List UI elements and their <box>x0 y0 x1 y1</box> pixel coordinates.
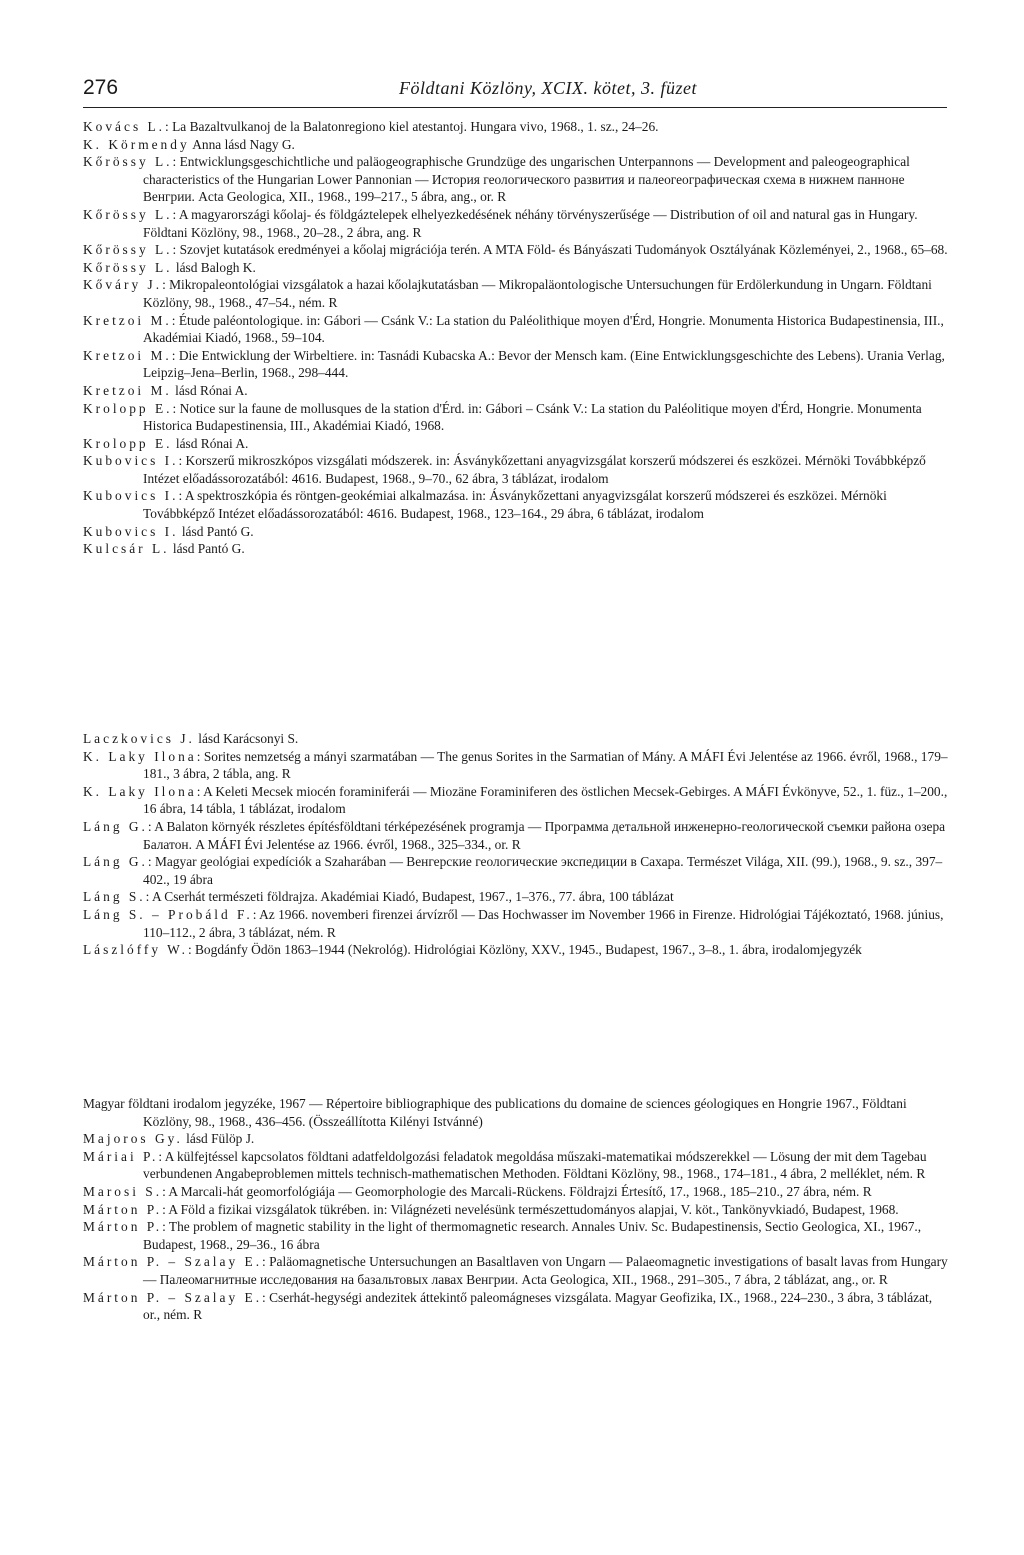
entry-text: : The problem of magnetic stability in the light of thermomagnetic research. Annales Univ. Sc. Budapestinensis, Sectio Geologica, XI., 1967., Budapest, 1968., 29–36., 16 ábra <box>143 1219 922 1252</box>
bibliography-entry <box>83 818 949 853</box>
entry-author: Krolopp E. <box>83 400 173 416</box>
bibliography-entry <box>83 136 949 154</box>
bibliography-entry <box>83 748 949 783</box>
bibliography-entry <box>83 906 949 941</box>
entry-author: Krolopp E. <box>83 435 173 451</box>
entry-text: : A külfejtéssel kapcsolatos földtani adatfeldolgozási feladatok megoldása műszaki-matematikai módszerekkel — Lösung der mit dem Tagebau verbundenen Angabeproblemen mittels technisch-mathematischen Methoden. Földtani Közlöny, 98., 1968., 174–181., 4 ábra, 2 melléklet, ném. R <box>143 1148 927 1182</box>
entry-author: Kőrössy L. <box>83 154 173 170</box>
entry-text: : Magyar geológiai expedíciók a Szaharában — Венгерские геологические экспедиции в Сахара. Természet Világa, XII. (99.), 1968., 9. sz., 397–402., 19 ábra <box>143 854 943 887</box>
entry-author: Kulcsár L. <box>83 541 170 557</box>
entry-text: : Notice sur la faune de mollusques de la station d'Érd. in: Gábori – Csánk V.: La station du Paléolitique moyen d'Érd, Hongrie. Monumenta Historica Budapestinensia, III., Akadémiai Kiadó, 1968. <box>143 400 922 434</box>
entry-author: Kubovics I. <box>83 453 179 469</box>
entry-text: : A Cserhát természeti földrajza. Akadémiai Kiadó, Budapest, 1967., 1–376., 77. ábra, 100 táblázat <box>145 889 674 905</box>
entry-text: : Paläomagnetische Untersuchungen an Basaltlaven von Ungarn — Palaeomagnetic investigations of basalt lavas from Hungary — Палеомагнитные исследования на базальтовых лавах Венгрии. Acta Geologica, XII., 1968., 291–305., 7 ábra, 2 táblázat, ang., or. R <box>143 1254 948 1287</box>
entry-text: lásd Fülöp J. <box>182 1131 255 1147</box>
entry-text: : Korszerű mikroszkópos vizsgálati módszerek. in: Ásványkőzettani anyagvizsgálat korszerű módszerei és eszközei. Mérnöki Továbbképző Intézet előadássorozatából: 4616. Budapest, 1968., 9–70., 62 ábra, 3 táblázat, irodalom <box>143 453 926 486</box>
section-l <box>83 730 949 959</box>
entry-author: Kőrössy L. <box>83 242 173 258</box>
entry-author: Máriai P. <box>83 1148 159 1164</box>
bibliography-entry <box>83 382 949 400</box>
entry-text: lásd Pantó G. <box>178 523 254 539</box>
entry-text: : Szovjet kutatások eredményei a kőolaj migrációja terén. A MTA Föld- és Bányászati Tudományok Osztályának Közleményei, 2., 1968., 65–68. <box>172 242 948 258</box>
entry-author: Majoros Gy. <box>83 1131 183 1147</box>
entry-text: : A magyarországi kőolaj- és földgáztelepek elhelyezkedésének néhány törvényszerűsége — Distribution of oil and natural gas in Hungary. Földtani Közlöny, 98., 1968., 20–28., 2 ábra, ang. R <box>143 206 918 240</box>
entry-text: : Étude paléontologique. in: Gábori — Csánk V.: La station du Paléolithique moyen d'Érd, Hongrie. Monumenta Historica Budapestinensia, III., Akadémiai Kiadó, 1968., 59–104. <box>143 312 944 346</box>
entry-text: : Entwicklungsgeschichtliche und paläogeographische Grundzüge des ungarischen Unterpannons — Development and paleogeographical characteristics of the Hungarian Lower Pannonian — История геологического развития и палеогеографическая схема в нижнем панноне Венгрии. Acta Geologica, XII., 1968., 199–217., 5 ábra, ang., or. R <box>143 154 910 205</box>
bibliography-entry <box>83 435 949 453</box>
entry-author: Kretzoi M. <box>83 347 172 363</box>
bibliography-entry <box>83 1130 949 1148</box>
entry-text: : A Balaton környék részletes építésföldtani térképezésének programja — Программа детальной инженерно-геологической съемки района озера Балатон. A MÁFI Évi Jelentése az 1966. évről, 1968., 325–334., or. R <box>143 818 946 852</box>
bibliography-entry <box>83 153 949 206</box>
entry-text: : Az 1966. novemberi firenzei árvízről — Das Hochwasser im November 1966 in Firenze. Hidrológiai Tájékoztató, 1968. június, 110–112., 2 ábra, 3 táblázat, ném. R <box>143 906 944 940</box>
entry-text: Anna lásd Nagy G. <box>189 136 295 152</box>
entry-author: Márton P. <box>83 1201 163 1217</box>
entry-author: Kretzoi M. <box>83 312 172 328</box>
entry-author: Láng G. <box>83 854 148 870</box>
running-title: Földtani Közlöny, XCIX. kötet, 3. füzet <box>399 78 697 98</box>
header-rule <box>83 107 947 108</box>
bibliography-entry <box>83 1148 949 1183</box>
entry-text: : La Bazaltvulkanoj de la Balatonregiono kiel atestantoj. Hungara vivo, 1968., 1. sz., 24–26. <box>165 119 659 134</box>
bibliography-entry <box>83 400 949 435</box>
entry-author: Laczkovics J. <box>83 731 195 746</box>
bibliography-entry <box>83 1183 949 1201</box>
bibliography-entry <box>83 888 949 906</box>
entry-text: : Die Entwicklung der Wirbeltiere. in: Tasnádi Kubacska A.: Bevor der Mensch kam. (Eine Entwicklungsgeschichte des Lebens). Urania Verlag, Leipzig–Jena–Berlin, 1968., 298–444. <box>143 347 945 381</box>
entry-author: Kretzoi M. <box>83 382 172 398</box>
entry-author: Márton P. <box>83 1219 163 1235</box>
section-m <box>83 1095 949 1324</box>
entry-text: lásd Balogh K. <box>172 259 256 275</box>
entry-text: lásd Rónai A. <box>171 382 248 398</box>
bibliography-entry <box>83 1201 949 1219</box>
entry-text: : Bogdánfy Ödön 1863–1944 (Nekrológ). Hidrológiai Közlöny, XXV., 1945., Budapest, 1967., 3–8., 1. ábra, irodalomjegyzék <box>187 942 862 958</box>
entry-author: Kovács L. <box>83 119 166 134</box>
section-k <box>83 118 949 558</box>
bibliography-entry <box>83 347 949 382</box>
entry-author: Kubovics I. <box>83 523 179 539</box>
entry-author: Kőváry J. <box>83 277 163 293</box>
bibliography-entry <box>83 783 949 818</box>
entry-author: K. Körmendy <box>83 136 190 152</box>
entry-text: : A Marcali-hát geomorfológiája — Geomorphologie des Marcali-Rückens. Földrajzi Értesítő, 17., 1968., 185–210., 27 ábra, ném. R <box>162 1183 872 1199</box>
entry-author: Láng S. <box>83 889 146 905</box>
page-header <box>83 72 947 106</box>
bibliography-entry <box>83 1095 949 1130</box>
entry-author: Kubovics I. <box>83 488 179 504</box>
entry-text: lásd Pantó G. <box>169 541 245 557</box>
entry-author: Márton P. – Szalay E. <box>83 1254 263 1270</box>
entry-text: : Cserhát-hegységi andezitek áttekintő paleomágneses vizsgálata. Magyar Geofizika, IX., 1968., 224–230., 3 ábra, 3 táblázat, or., ném. R <box>143 1289 933 1323</box>
entry-text: : A Keleti Mecsek miocén foraminiferái — Miozäne Foraminiferen des östlichen Mecsek-Gebirges. A MÁFI Évkönyve, 52., 1. füz., 1–200., 16 ábra, 14 tábla, 1 táblázat, irodalom <box>143 783 948 817</box>
entry-text: Magyar földtani irodalom jegyzéke, 1967 — Répertoire bibliographique des publications du domaine de sciences géologiques en Hongrie 1967., Földtani Közlöny, 98., 1968., 436–456. (Összeállította Kilényi Istvánné) <box>83 1096 907 1129</box>
entry-author: Kőrössy L. <box>83 206 173 222</box>
entry-author: Marosi S. <box>83 1183 163 1199</box>
bibliography-entry <box>83 853 949 888</box>
entry-text: lásd Karácsonyi S. <box>194 731 299 746</box>
entry-author: Láng S. – Probáld F. <box>83 906 253 922</box>
bibliography-entry <box>83 1218 949 1253</box>
bibliography-entry <box>83 312 949 347</box>
bibliography-entry <box>83 259 949 277</box>
bibliography-entry <box>83 523 949 541</box>
entry-author: K. Laky Ilona <box>83 783 197 799</box>
entry-author: Márton P. – Szalay E. <box>83 1289 263 1305</box>
entry-text: : A spektroszkópia és röntgen-geokémiai alkalmazása. in: Ásványkőzettani anyagvizsgálat korszerű módszerei és eszközei. Mérnöki Továbbképző Intézet előadássorozatából: 4616. Budapest, 1968., 123–164., 29 ábra, 6 táblázat, irodalom <box>143 488 887 522</box>
bibliography-entry <box>83 118 949 136</box>
page-number: 276 <box>83 76 119 99</box>
bibliography-entry <box>83 487 949 522</box>
entry-author: Lászlóffy W. <box>83 942 188 958</box>
bibliography-entry <box>83 206 949 241</box>
bibliography-entry <box>83 452 949 487</box>
bibliography-entry <box>83 730 949 748</box>
bibliography-entry <box>83 1253 949 1288</box>
bibliography-entry <box>83 1289 949 1324</box>
entry-text: : A Föld a fizikai vizsgálatok tükrében. in: Világnézeti nevelésünk természettudományos alapjai, V. köt., Tankönyvkiadó, Budapest, 1968. <box>162 1201 899 1217</box>
bibliography-entry <box>83 540 949 558</box>
bibliography-entry <box>83 241 949 259</box>
bibliography-entry <box>83 941 949 959</box>
entry-author: Kőrössy L. <box>83 259 173 275</box>
bibliography-entry <box>83 276 949 311</box>
entry-author: Láng G. <box>83 818 148 834</box>
entry-text: lásd Rónai A. <box>172 435 249 451</box>
entry-text: : Sorites nemzetség a mányi szarmatában — The genus Sorites in the Sarmatian of Mány. A MÁFI Évi Jelentése az 1966. évről, 1968., 179–181., 3 ábra, 2 tábla, ang. R <box>143 748 948 782</box>
entry-author: K. Laky Ilona <box>83 748 197 764</box>
entry-text: : Mikropaleontológiai vizsgálatok a hazai kőolajkutatásban — Mikropaläontologische Untersuchungen für Erdölerkundung in Ungarn. Földtani Közlöny, 98., 1968., 47–54., ném. R <box>143 277 932 310</box>
